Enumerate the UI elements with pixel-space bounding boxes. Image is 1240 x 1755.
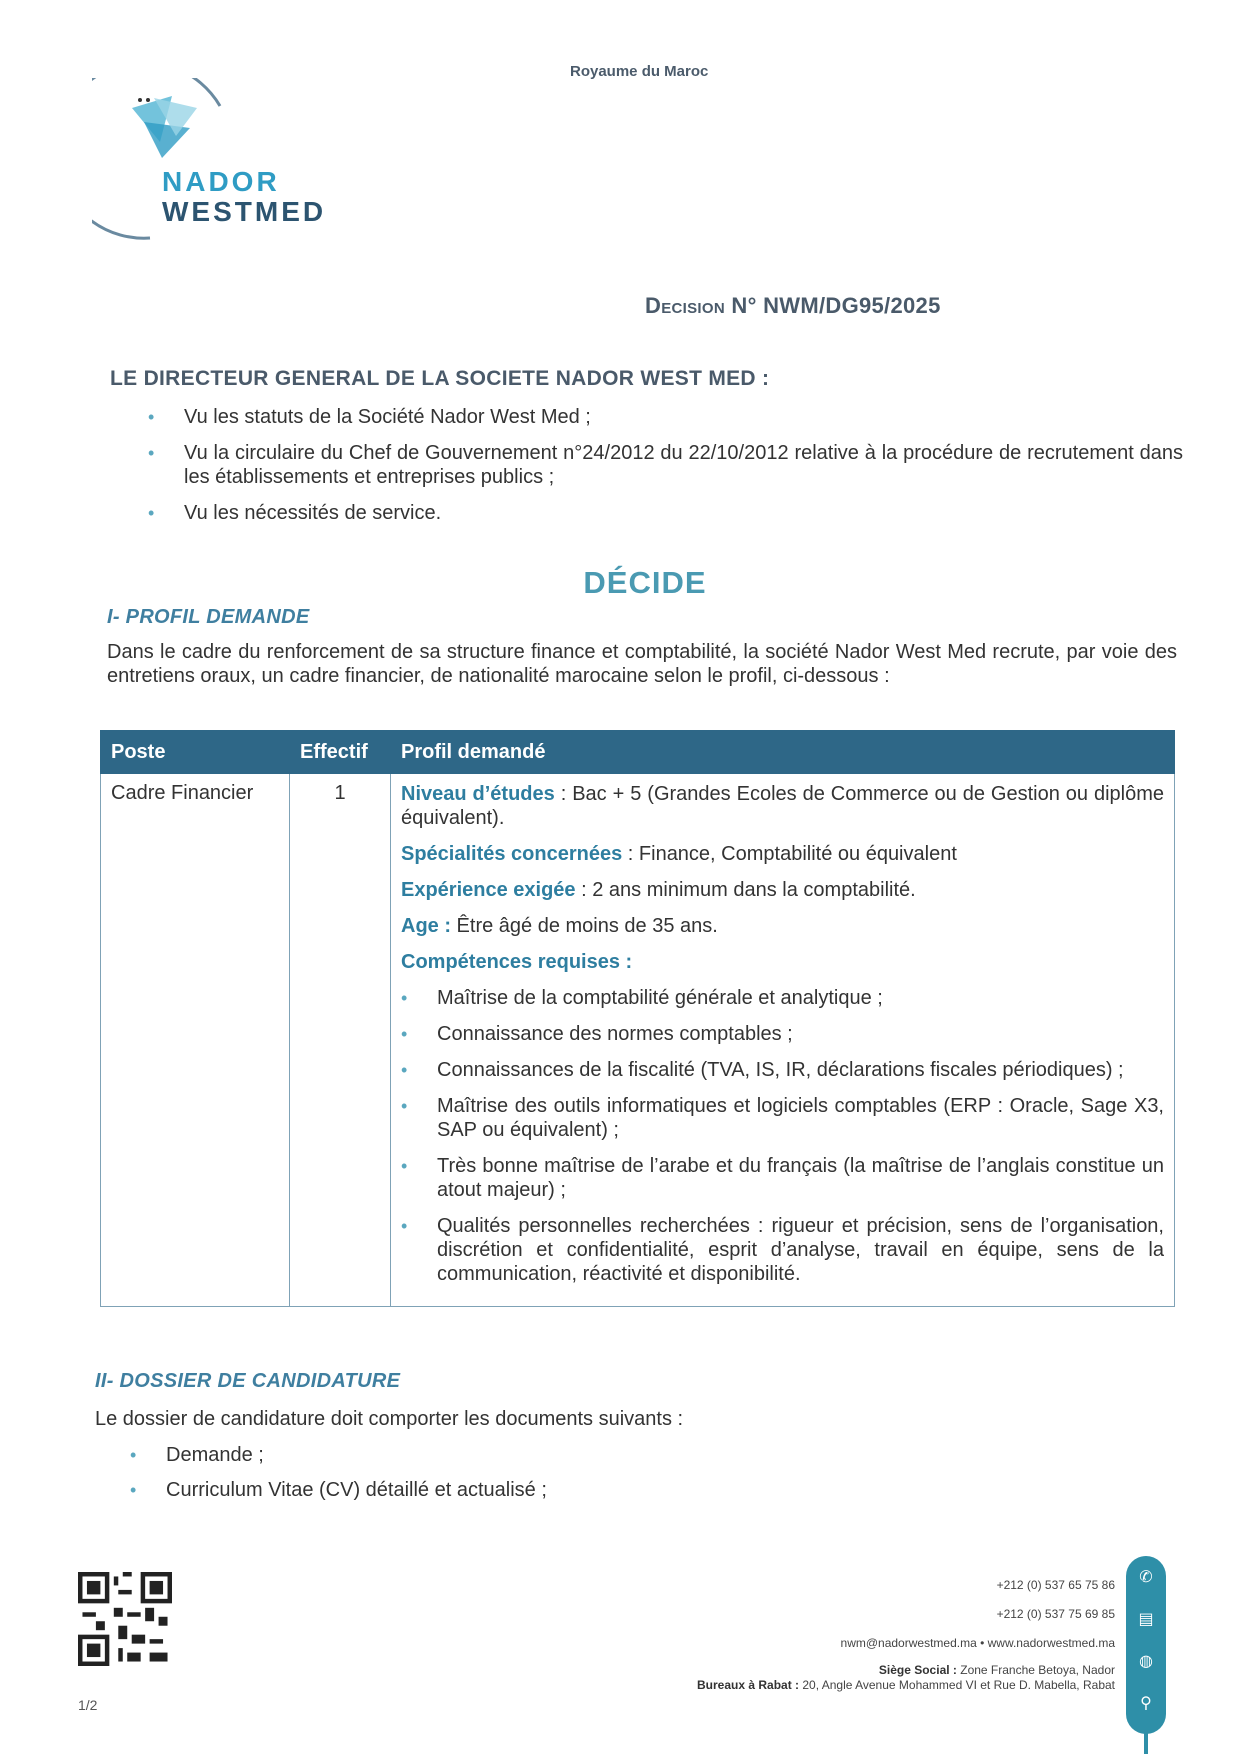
- logo-line2: WESTMED: [162, 196, 327, 227]
- page-number: 1/2: [78, 1697, 98, 1713]
- decision-ref: N° NWM/DG95/2025: [731, 293, 941, 318]
- list-item: • Connaissance des normes comptables ;: [401, 1022, 1164, 1046]
- header-effectif: Effectif: [290, 731, 391, 774]
- profile-table: [100, 730, 1175, 1307]
- kingdom-title: Royaume du Maroc: [570, 63, 709, 80]
- experience-line: [401, 878, 1164, 902]
- list-item: • Maîtrise de la comptabilité générale et analytique ;: [401, 986, 1164, 1010]
- dossier-list: [130, 1443, 547, 1513]
- section-profil-intro: Dans le cadre du renforcement de sa structure finance et comptabilité, la société Nador West Med recrute, par voie des entretiens oraux, un cadre financier, de nationalité marocaine selon le profil, ci-dessous :: [107, 641, 1177, 687]
- specialites-label: Spécialités concernées: [401, 843, 623, 865]
- footer-email-web[interactable]: nwm@nadorwestmed.ma • www.nadorwestmed.ma: [840, 1636, 1115, 1650]
- footer-bureaux: [697, 1678, 1115, 1692]
- list-item: • Connaissances de la fiscalité (TVA, IS, IR, déclarations fiscales périodiques) ;: [401, 1058, 1164, 1082]
- nador-westmed-logo: [92, 78, 412, 248]
- competences-list: [401, 986, 1164, 1286]
- niveau-label: Niveau d’études: [401, 783, 555, 805]
- cell-poste: Cadre Financier: [101, 774, 290, 1307]
- competences-label: Compétences requises :: [401, 951, 633, 973]
- list-item: • Qualités personnelles recherchées : rigueur et précision, sens de l’organisation, discrétion et confidentialité, esprit d’analyse, travail en équipe, sens de la communication, réactivité et disponibilité.: [401, 1214, 1164, 1286]
- globe-icon: ◍: [1139, 1653, 1153, 1670]
- niveau-value: : Bac + 5 (Grandes Ecoles de Commerce ou de Gestion ou diplôme équivalent).: [401, 783, 1164, 829]
- experience-value: : 2 ans minimum dans la comptabilité.: [575, 879, 916, 901]
- logo-line1: NADOR: [162, 166, 280, 197]
- age-label: Age :: [401, 915, 451, 937]
- siege-label: Siège Social :: [878, 1663, 957, 1677]
- list-item: • Demande ;: [130, 1443, 547, 1467]
- age-value: Être âgé de moins de 35 ans.: [451, 915, 718, 937]
- decide-heading: DÉCIDE: [583, 565, 707, 600]
- specialites-value: : Finance, Comptabilité ou équivalent: [622, 843, 957, 865]
- siege-value: Zone Franche Betoya, Nador: [956, 1663, 1115, 1677]
- cell-profil: [391, 774, 1175, 1307]
- bureaux-value: 20, Angle Avenue Mohammed VI et Rue D. Mabella, Rabat: [799, 1678, 1115, 1692]
- contact-bar-stem: [1144, 1730, 1148, 1754]
- decision-prefix: Decision: [645, 293, 725, 318]
- specialites-line: [401, 842, 1164, 866]
- phone-icon: ✆: [1139, 1569, 1153, 1586]
- bureaux-label: Bureaux à Rabat :: [697, 1678, 800, 1692]
- age-line: [401, 914, 1164, 938]
- decision-number: [645, 293, 941, 319]
- table-row: [101, 774, 1175, 1307]
- list-item: • Vu les nécessités de service.: [148, 501, 1183, 525]
- qr-code[interactable]: [78, 1572, 172, 1666]
- list-item: • Curriculum Vitae (CV) détaillé et actualisé ;: [130, 1478, 547, 1502]
- section-dossier-intro: Le dossier de candidature doit comporter les documents suivants :: [95, 1408, 684, 1430]
- niveau-line: [401, 782, 1164, 830]
- list-item: • Très bonne maîtrise de l’arabe et du français (la maîtrise de l’anglais constitue un atout majeur) ;: [401, 1154, 1164, 1202]
- cell-effectif: 1: [290, 774, 391, 1307]
- footer-phone[interactable]: +212 (0) 537 65 75 86: [996, 1578, 1115, 1592]
- footer-fax: +212 (0) 537 75 69 85: [996, 1607, 1115, 1621]
- list-item: • Maîtrise des outils informatiques et logiciels comptables (ERP : Oracle, Sage X3, SAP ou équivalent) ;: [401, 1094, 1164, 1142]
- list-item: • Vu les statuts de la Société Nador West Med ;: [148, 405, 1183, 429]
- table-header-row: [101, 731, 1175, 774]
- location-pin-icon: ⚲: [1140, 1695, 1152, 1712]
- section-dossier-title: II- DOSSIER DE CANDIDATURE: [95, 1370, 401, 1392]
- competences-label-line: [401, 950, 1164, 974]
- footer-siege: [879, 1663, 1115, 1677]
- header-poste: Poste: [101, 731, 290, 774]
- section-profil-title: I- PROFIL DEMANDE: [107, 606, 310, 628]
- list-item: • Vu la circulaire du Chef de Gouvernement n°24/2012 du 22/10/2012 relative à la procédure de recrutement dans les établissements et entreprises publics ;: [148, 441, 1183, 489]
- header-profil: Profil demandé: [391, 731, 1175, 774]
- experience-label: Expérience exigée: [401, 879, 576, 901]
- fax-icon: ▤: [1138, 1611, 1154, 1628]
- contact-icon-bar: [1126, 1556, 1166, 1734]
- preamble-list: [148, 405, 1183, 537]
- director-heading: LE DIRECTEUR GENERAL DE LA SOCIETE NADOR WEST MED :: [110, 367, 770, 390]
